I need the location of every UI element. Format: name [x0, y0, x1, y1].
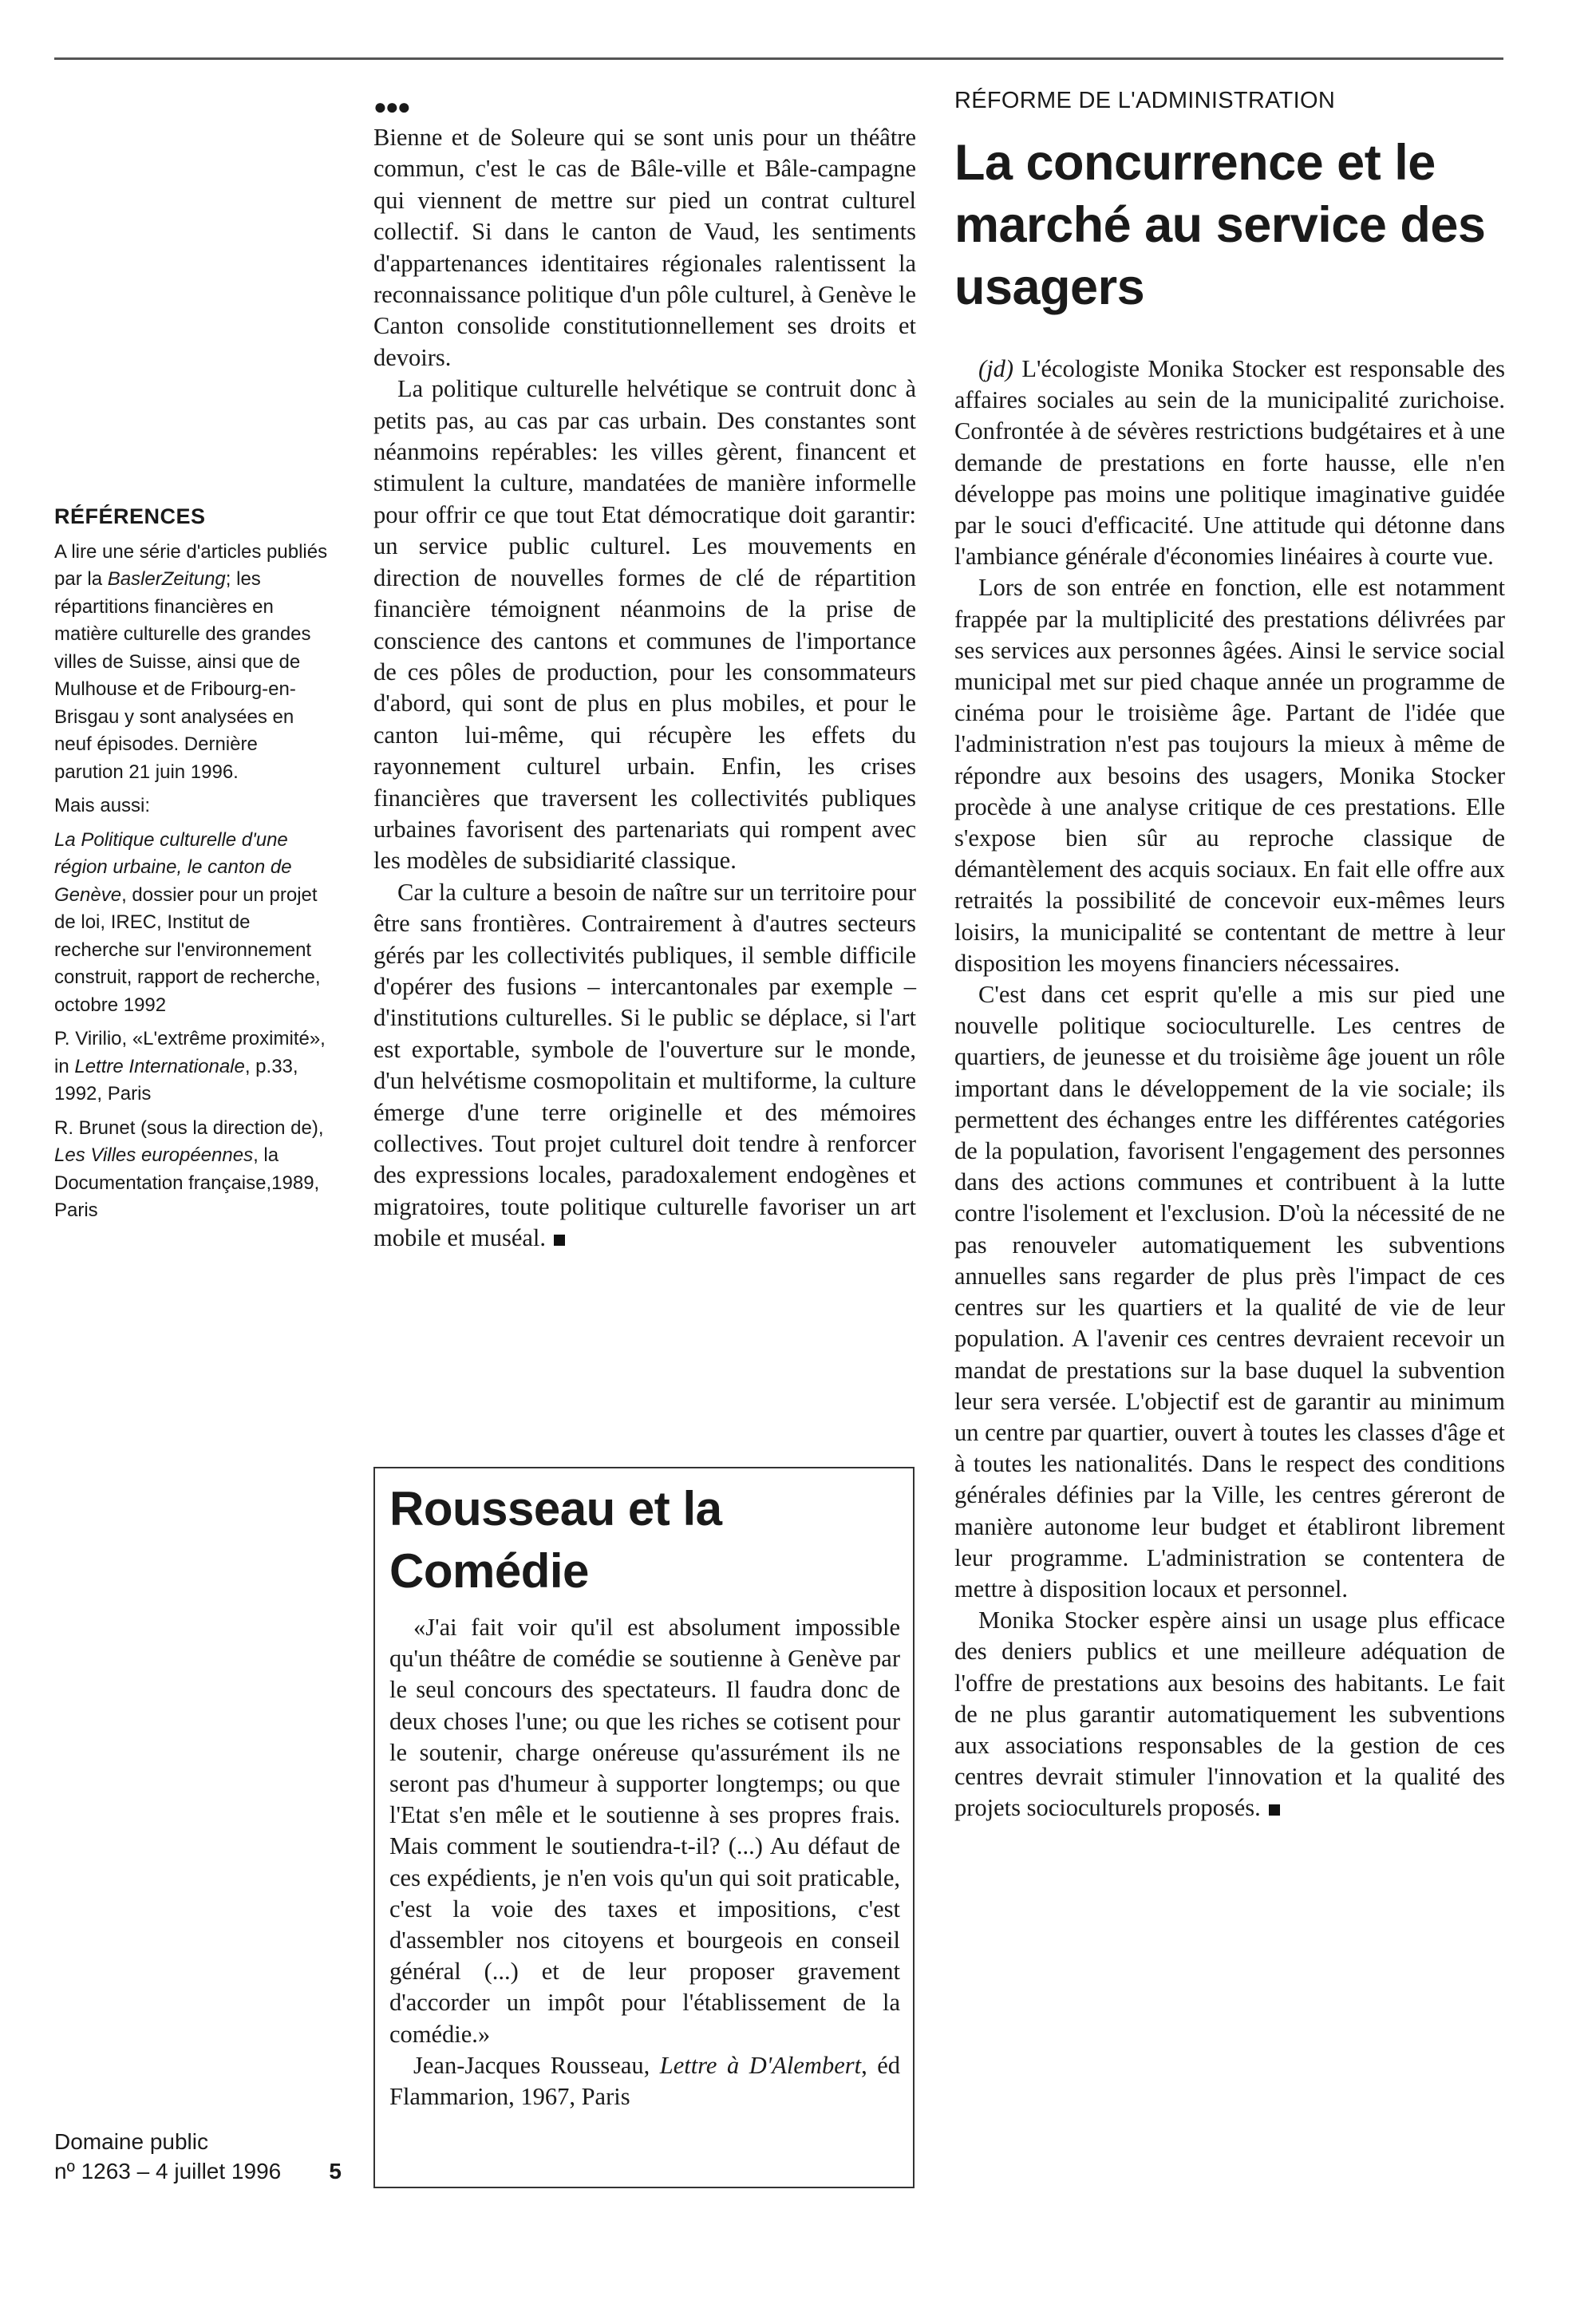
section-kicker: RÉFORME DE L'ADMINISTRATION [954, 88, 1336, 113]
quote-text: «J'ai fait voir qu'il est absolument impossible qu'un théâtre de comédie se soutienne à Genève par le seul concours des spectateurs. Il faudra donc de deux choses l'une; ou que les riches se cotisent pour le soutenir, charge onéreuse qu'assurément ils ne seront pas d'humeur à supporter longtemps; ou que l'Etat s'en mêle et le soutienne à ses propres frais. Mais comment le soutiendra-t-il? (...) Au défaut de ces expédients, je n'en vois qu'un qui soit praticable, c'est la voie des taxes et impositions, c'est d'assembler nos citoyens et bourgeois en conseil général (...) et de leur proposer gravement d'accorder un impôt pour l'établissement de la comédie.» [389, 1614, 900, 2048]
references-title: RÉFÉRENCES [54, 504, 206, 528]
paragraph [373, 877, 916, 1255]
byline: (jd) [978, 355, 1014, 382]
reference-text: ; les répartitions financières en matière culturelle des grandes villes de Suisse, ainsi que de Mulhouse et de Fribourg-en-Brisgau y sont analysées en neuf épisodes. Dernière parution 21 juin 1996. [54, 568, 311, 783]
reference-source: BaslerZeitung [107, 568, 226, 590]
top-rule [54, 57, 1503, 60]
issue-line [54, 2156, 342, 2186]
article-body [954, 354, 1505, 1824]
reference-text: R. Brunet (sous la direction de), [54, 1116, 324, 1139]
paragraph-text: Car la culture a besoin de naître sur un territoire pour être sans frontières. Contrairement à d'autres secteurs gérés par les collectivités publiques, il semble difficile d'opérer des fusions – intercantonales par exemple – d'institutions culturelles. Si le public se déplace, si l'art est exportable, symbole de l'ouverture sur le monde, d'un helvétisme cosmopolitain et multiforme, la culture émerge d'une terre originelle et des mémoires collectives. Tout projet culturel doit tendre à renforcer des expressions locales, paradoxalement endogènes et migratoires, toute politique culturelle favoriser un art mobile et muséal. [373, 878, 916, 1252]
reference-text: A lire une série d'articles publiés par la [54, 540, 328, 590]
paragraph: C'est dans cet esprit qu'elle a mis sur pied une nouvelle politique socioculturelle. Les centres de quartiers, de jeunesse et du troisième âge jouent un rôle important dans le développement de la vie sociale; ils permettent des échanges entre les différentes catégories de la population, favorisent l'engagement des personnes dans des actions communes et contribuent à la lutte contre l'isolement et l'exclusion. D'où la nécessité de ne pas renouveler automatiquement les subventions annuelles sans regarder de plus près l'impact de ces centres sur les quartiers et la qualité de vie de leur population. A l'avenir ces centres devraient recevoir un mandat de prestations sur la base duquel la subvention leur sera versée. L'objectif est de garantir au minimum un centre par quartier, ouvert à toutes les classes d'âge et à toutes les nationalités. Dans le respect des conditions générales définies par la Ville, les centres géreront de manière autonome leur budget et établiront librement leur programme. L'administration se contentera de mettre à disposition locaux et personnel. [954, 981, 1505, 1602]
reference-item [54, 827, 330, 1020]
page-footer [54, 2127, 342, 2186]
reference-item [54, 1026, 330, 1109]
box-title: Rousseau et la Comédie [389, 1482, 722, 1598]
source-work: Lettre à D'Alembert [659, 2051, 862, 2079]
reference-item [54, 1115, 330, 1225]
reference-intro: Mais aussi: [54, 795, 151, 816]
reference-text: P. Virilio, «L'extrême proximité», in [54, 1028, 326, 1077]
source-author: Jean-Jacques Rousseau, [413, 2051, 660, 2079]
page-number: 5 [329, 2159, 342, 2183]
article-headline: La concurrence et le marché au service des usagers [954, 135, 1486, 315]
reference-source: Les Villes européennes [54, 1144, 254, 1166]
issue-info: nº 1263 – 4 juillet 1996 [54, 2159, 282, 2183]
publication-name: Domaine public [54, 2129, 208, 2154]
reference-text: , dossier pour un projet de loi, IREC, Institut de recherche sur l'environnement construit, rapport de recherche, octobre 1992 [54, 883, 321, 1016]
article-right [954, 88, 1505, 1824]
reference-text: , la Documentation française,1989, Paris [54, 1144, 320, 1221]
quote-source [389, 2050, 900, 2112]
paragraph: Lors de son entrée en fonction, elle est notamment frappée par la multiplicité des prestations délivrées par ses services aux personnes âgées. Ainsi le service social municipal met sur pied chaque année un programme de cinéma pour le troisième âge. Partant de l'idée que l'administration n'est pas toujours la mieux à même de répondre aux besoins des usagers, Monika Stocker procède à une analyse critique de ces prestations. Elle s'expose bien sûr au reproche classique de démantèlement des acquis sociaux. En fait elle offre aux retraités la possibilité de concevoir eux-mêmes leurs loisirs, la municipalité se contentant de mettre à leur disposition les moyens financiers nécessaires. [954, 574, 1505, 977]
source-publisher: , éd Flammarion, 1967, Paris [389, 2051, 900, 2111]
paragraph-text: L'écologiste Monika Stocker est responsable des affaires sociales au sein de la municipalité zurichoise. Confrontée à de sévères restrictions budgétaires et à une demande de prestations en forte hausse, elle n'en développe pas moins une politique imaginative guidée par le souci d'efficacité. Une attitude qui détonne dans l'ambiance générale d'économies linéaires à courte vue. [954, 355, 1505, 571]
paragraph-text: Monika Stocker espère ainsi un usage plus efficace des deniers publics et une meilleure adéquation de l'offre de prestations aux besoins des habitants. Le fait de ne plus garantir automatiquement les subventions aux associations responsables de la gestion de ces centres devrait stimuler l'innovation et la qualité des projets socioculturels proposés. [954, 1606, 1505, 1822]
paragraph: Bienne et de Soleure qui se sont unis pour un théâtre commun, c'est le cas de Bâle-ville et Bâle-campagne qui viennent de mettre sur pied un contrat culturel collectif. Si dans le canton de Vaud, les sentiments d'appartenances identitaires régionales ralentissent la reconnaissance politique d'un pôle culturel, à Genève le Canton consolide constitutionnellement ses droits et devoirs. [373, 124, 916, 371]
paragraph [954, 354, 1505, 572]
quote-box [373, 1467, 915, 2188]
end-mark-icon [1269, 1804, 1280, 1816]
reference-item [54, 539, 330, 787]
paragraph: La politique culturelle helvétique se contruit donc à petits pas, au cas par cas urbain. Des constantes sont néanmoins repérables: les villes gèrent, financent et stimulent la culture, mandatées de manière informelle pour offrir ce que tout Etat démocratique doit garantir: un service public culturel. Les mouvements en direction de nouvelles formes de clé de répartition financière témoignent néanmoins de la prise de conscience des cantons et communes de l'importance de ces pôles de production, pour les consommateurs d'abord, qui sont de plus en plus mobiles, et pour le canton lui-même, qui récupère les effets du rayonnement culturel urbain. Enfin, les crises financières que traversent les collectivités publiques urbaines favorisent des partenariats qui rompent avec les modèles de subsidiarité classique. [373, 375, 916, 875]
reference-text: , p.33, 1992, Paris [54, 1055, 298, 1105]
paragraph [954, 1605, 1505, 1824]
references-sidebar [54, 503, 330, 1231]
continuation-marker: ●●● [373, 94, 409, 119]
article-continuation [373, 122, 916, 1255]
end-mark-icon [554, 1235, 565, 1246]
reference-source: Lettre Internationale [74, 1055, 245, 1077]
quote-box-content [389, 1478, 900, 2112]
reference-source: La Politique culturelle d'une région urbaine, le canton de Genève [54, 828, 292, 906]
